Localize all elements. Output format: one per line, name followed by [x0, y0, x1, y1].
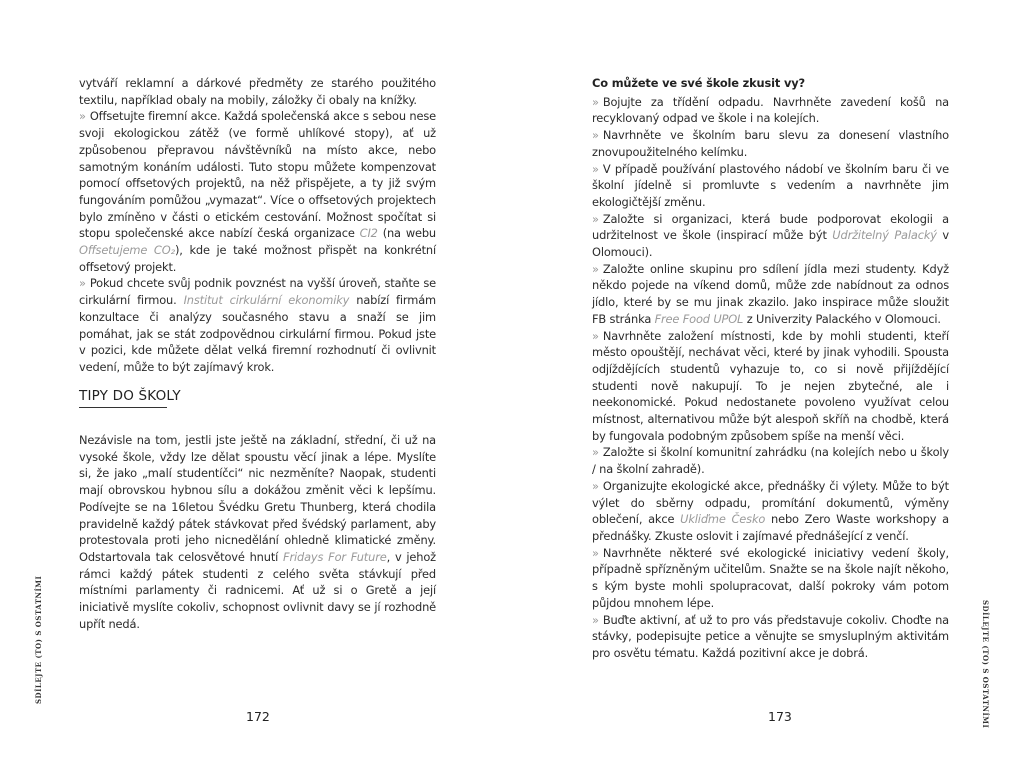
page-name: Free Food UPOL: [654, 311, 744, 326]
right-page: [512, 0, 1024, 768]
list-item: » Navrhněte založení místnosti, kde by mohli studenti, kteří město opouštějí, nechávat věci, které by jinak vyhodili. Spousta odjíždějících studentů vyhazuje to, co si nově přijíždějící studenti nově nakupují. To je nejen zbytečné, ale i neekonomické. Pokud nedostanete povoleno využívat celou místnost, alternativou může být alespoň skříň na chodbě, která by fungovala podobným způsobem spíše na menší věci.: [592, 328, 949, 443]
running-head: SDÍLEJTE (TO) S OSTATNÍMI: [981, 600, 990, 729]
running-head: SDÍLEJTE (TO) S OSTATNÍMI: [34, 575, 43, 704]
website-name: Offsetujeme CO₂: [79, 243, 175, 258]
list-item: » Organizujte ekologické akce, přednášky či výlety. Může to být výlet do sběrny odpadu, promítání dokumentů, výměny oblečení, akce Ukliďme Česko nebo Zero Waste workshopy a přednášky. Zkuste oslovit i zajímavé přednášející z venčí.: [592, 478, 949, 543]
organization-name: CI2: [359, 226, 378, 241]
left-body-text-2: [79, 432, 436, 632]
list-item: » Navrhněte některé své ekologické iniciativy vedení školy, případně spřízněným učitelům. Snažte se na škole najít někoho, s kým byste mohli spolupracovat, další pokroky vám potom půjdou mnohem lépe.: [592, 545, 949, 610]
paragraph: » Pokud chcete svůj podnik povznést na vyšší úroveň, staňte se cirkulární firmou. Institut cirkulární ekonomiky nabízí firmám konzultace či analýzy současného stavu a snaží se jim pomáhat, jak se stát zodpovědnou cirkulární firmou. Pokud jste v pozici, kde můžete dělat velká firemní rozhodnutí či ovlivnit vedení, může to být zajímavý krok.: [79, 276, 436, 374]
page-number: 172: [246, 709, 270, 724]
left-body-text: [79, 75, 436, 376]
organization-name: Institut cirkulární ekonomiky: [183, 293, 350, 308]
list-item: » Bojujte za třídění odpadu. Navrhněte zavedení košů na recyklovaný odpad ve škole i na kolejích.: [592, 94, 949, 126]
list-item: » Založte si školní komunitní zahrádku (na kolejích nebo u školy / na školní zahradě).: [592, 445, 949, 477]
page-number: 173: [768, 709, 792, 724]
box-title: Co můžete ve své škole zkusit vy?: [592, 76, 806, 90]
right-body-text: [592, 75, 949, 662]
initiative-name: Ukliďme Česko: [680, 512, 766, 527]
list-item: » Buďte aktivní, ať už to pro vás představuje cokoliv. Choďte na stávky, podepisujte petice a věnujte se smysluplným aktivitám pro osvětu tématu. Každá pozitivní akce je dobrá.: [592, 612, 949, 660]
organization-name: Udržitelný Palacký: [832, 228, 937, 243]
list-item: » V případě používání plastového nádobí ve školním baru či ve školní jídelně si promluvte s vedením a navrhněte jim ekologičtější změnu.: [592, 161, 949, 209]
paragraph: Nezávisle na tom, jestli jste ještě na základní, střední, či už na vysoké škole, vždy lze dělat spoustu věcí jinak a lépe. Myslíte si, že jako „malí studentíčci“ nic nezměníte? Naopak, studenti mají obrovskou hybnou sílu a dokážou změnit věci k lepšímu. Podívejte se na 16letou Švédku Gretu Thunberg, která chodila pravidelně každý pátek stávkovat před švédský parlament, aby protestovala proti jeho nicnedělání ohledně klimatické změny. Odstartovala tak celosvětové hnutí Fridays For Future, v jehož rámci každý pátek studenti z celého světa stávkují před místními parlamenty či radnicemi. Ať už si o Gretě a její iniciativě myslíte cokoliv, schopnost ovlivnit davy se jí rozhodně upřít nedá.: [79, 433, 437, 631]
heading-underline: [79, 407, 167, 408]
list-item: » Navrhněte ve školním baru slevu za donesení vlastního znovupoužitelného kelímku.: [592, 128, 949, 159]
list-item: » Založte si organizaci, která bude podporovat ekologii a udržitelnost ve škole (inspirací může být Udržitelný Palacký v Olomouci).: [592, 211, 949, 260]
section-heading: TIPY DO ŠKOLY: [79, 388, 181, 404]
bullet-marker: »: [79, 276, 86, 291]
bullet-marker: »: [79, 109, 86, 124]
paragraph: » Offsetujte firemní akce. Každá společenská akce s sebou nese svoji ekologickou zátěž (ve formě uhlíkové stopy), ať už způsobenou přepravou návštěvníků na místo akce, nebo samotným konáním události. Tuto stopu můžete kompenzovat pomocí offsetových projektů, na něž přispějete, a ty již svým fungováním pomůžou „vymazat“. Více o offsetových projektech bylo zmíněno v části o etickém cestování. Možnost spočítat si stopu společenské akce nabízí česká organizace CI2 (na webu Offsetujeme CO₂), kde je také možnost přispět na konkrétní offsetový projekt.: [79, 109, 436, 274]
movement-name: Fridays For Future: [283, 549, 387, 564]
paragraph: vytváří reklamní a dárkové předměty ze starého použitého textilu, například obaly na mobily, záložky či obaly na knížky.: [79, 76, 436, 107]
list-item: » Založte online skupinu pro sdílení jídla mezi studenty. Když někdo pojede na víkend domů, může zde nabídnout za odnos jídlo, které by se mu jinak zkazilo. Jako inspirace může sloužit FB stránka Free Food UPOL z Univerzity Palackého v Olomouci.: [592, 261, 949, 326]
